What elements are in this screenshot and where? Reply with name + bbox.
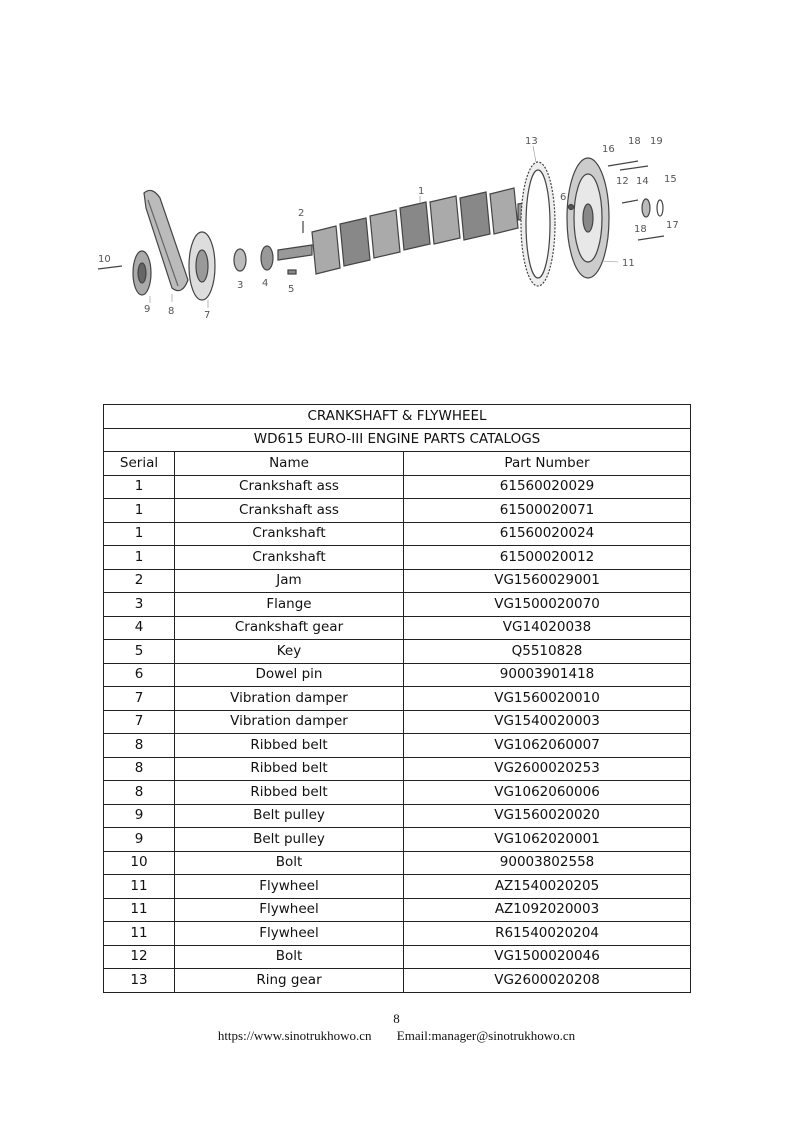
callout-2: 2 xyxy=(298,208,305,219)
footer-contact xyxy=(0,1028,793,1044)
table-row xyxy=(104,734,691,758)
cell-serial: 1 xyxy=(104,475,175,499)
cell-part-number: AZ1092020003 xyxy=(404,898,691,922)
table-row xyxy=(104,945,691,969)
cell-serial: 8 xyxy=(104,734,175,758)
cell-serial: 9 xyxy=(104,828,175,852)
cell-part-number: Q5510828 xyxy=(404,640,691,664)
cell-serial: 11 xyxy=(104,898,175,922)
exploded-parts-diagram xyxy=(90,128,700,328)
cell-part-number: 61500020012 xyxy=(404,546,691,570)
header-serial: Serial xyxy=(104,452,175,476)
callout-13: 13 xyxy=(525,136,538,147)
cell-name: Crankshaft gear xyxy=(175,616,404,640)
cell-serial: 2 xyxy=(104,569,175,593)
cell-name: Ribbed belt xyxy=(175,757,404,781)
cell-serial: 1 xyxy=(104,499,175,523)
cell-part-number: VG1500020046 xyxy=(404,945,691,969)
cell-name: Bolt xyxy=(175,945,404,969)
callout-10: 10 xyxy=(98,254,111,265)
cell-serial: 1 xyxy=(104,522,175,546)
cell-serial: 8 xyxy=(104,757,175,781)
cell-name: Vibration damper xyxy=(175,710,404,734)
cell-name: Belt pulley xyxy=(175,804,404,828)
table-row xyxy=(104,851,691,875)
callout-17: 17 xyxy=(666,220,679,231)
cell-serial: 4 xyxy=(104,616,175,640)
cell-serial: 8 xyxy=(104,781,175,805)
table-row xyxy=(104,546,691,570)
cell-part-number: VG1560020010 xyxy=(404,687,691,711)
table-row xyxy=(104,710,691,734)
bolt-10-shape xyxy=(98,266,122,269)
page-number: 8 xyxy=(393,1011,400,1026)
cell-name: Ribbed belt xyxy=(175,734,404,758)
cell-name: Ribbed belt xyxy=(175,781,404,805)
ring-15-shape xyxy=(657,200,663,216)
cell-serial: 10 xyxy=(104,851,175,875)
cell-part-number: VG2600020208 xyxy=(404,969,691,993)
cell-part-number: VG1540020003 xyxy=(404,710,691,734)
table-row xyxy=(104,569,691,593)
cell-part-number: 90003802558 xyxy=(404,851,691,875)
cell-name: Flywheel xyxy=(175,898,404,922)
key-shape xyxy=(288,270,296,274)
callout-15: 15 xyxy=(664,174,677,185)
parts-table-body xyxy=(104,475,691,992)
callout-1: 1 xyxy=(418,186,425,197)
cell-serial: 3 xyxy=(104,593,175,617)
cell-part-number: VG14020038 xyxy=(404,616,691,640)
table-row xyxy=(104,757,691,781)
callout-14: 14 xyxy=(636,176,649,187)
crankshaft-shape xyxy=(278,188,530,274)
table-row xyxy=(104,640,691,664)
cell-part-number: VG1062060006 xyxy=(404,781,691,805)
cell-part-number: VG1500020070 xyxy=(404,593,691,617)
seal-14-shape xyxy=(642,199,650,217)
table-subtitle-row xyxy=(104,428,691,452)
table-row xyxy=(104,593,691,617)
cell-name: Flywheel xyxy=(175,922,404,946)
cell-serial: 6 xyxy=(104,663,175,687)
cell-serial: 9 xyxy=(104,804,175,828)
cell-name: Crankshaft xyxy=(175,522,404,546)
bolt-16-shape xyxy=(608,161,638,166)
cell-name: Ring gear xyxy=(175,969,404,993)
callout-3: 3 xyxy=(237,280,244,291)
callout-16: 16 xyxy=(602,144,615,155)
header-name: Name xyxy=(175,452,404,476)
cell-part-number: VG1560020020 xyxy=(404,804,691,828)
cell-part-number: 61560020029 xyxy=(404,475,691,499)
table-title-row xyxy=(104,405,691,429)
cell-serial: 13 xyxy=(104,969,175,993)
cell-name: Crankshaft xyxy=(175,546,404,570)
callout-4: 4 xyxy=(262,278,269,289)
table-row xyxy=(104,922,691,946)
table-row xyxy=(104,804,691,828)
table-header-row xyxy=(104,452,691,476)
callout-5: 5 xyxy=(288,284,295,295)
cell-serial: 11 xyxy=(104,922,175,946)
table-row xyxy=(104,499,691,523)
cell-name: Jam xyxy=(175,569,404,593)
dowel-pin-shape xyxy=(569,205,574,210)
cell-name: Bolt xyxy=(175,851,404,875)
cell-name: Crankshaft ass xyxy=(175,475,404,499)
cell-name: Crankshaft ass xyxy=(175,499,404,523)
bolt-12-shape xyxy=(622,200,638,203)
cell-name: Belt pulley xyxy=(175,828,404,852)
parts-table xyxy=(103,404,691,993)
table-row xyxy=(104,875,691,899)
cell-part-number: AZ1540020205 xyxy=(404,875,691,899)
cell-part-number: R61540020204 xyxy=(404,922,691,946)
table-row xyxy=(104,522,691,546)
cell-name: Flywheel xyxy=(175,875,404,899)
cell-serial: 7 xyxy=(104,687,175,711)
cell-serial: 5 xyxy=(104,640,175,664)
cell-part-number: VG1062020001 xyxy=(404,828,691,852)
header-part-number: Part Number xyxy=(404,452,691,476)
footer-website-link[interactable]: https://www.sinotrukhowo.cn xyxy=(217,1028,372,1043)
callout-12: 12 xyxy=(616,176,629,187)
table-row xyxy=(104,781,691,805)
cell-part-number: 90003901418 xyxy=(404,663,691,687)
cell-name: Key xyxy=(175,640,404,664)
cell-serial: 11 xyxy=(104,875,175,899)
callout-9: 9 xyxy=(144,304,151,315)
table-row xyxy=(104,898,691,922)
callout-19: 19 xyxy=(650,136,663,147)
table-subtitle: WD615 EURO-III ENGINE PARTS CATALOGS xyxy=(104,428,691,452)
table-row xyxy=(104,616,691,640)
table-row xyxy=(104,828,691,852)
cell-serial: 7 xyxy=(104,710,175,734)
callout-18b: 18 xyxy=(634,224,647,235)
bolt-17-shape xyxy=(638,236,664,240)
bolt-19-shape xyxy=(620,166,648,170)
callout-11: 11 xyxy=(622,258,635,269)
cell-part-number: 61560020024 xyxy=(404,522,691,546)
table-row xyxy=(104,687,691,711)
crankshaft-flywheel-drawing xyxy=(90,128,700,328)
table-row xyxy=(104,475,691,499)
callout-8: 8 xyxy=(168,306,175,317)
cell-serial: 1 xyxy=(104,546,175,570)
cell-name: Flange xyxy=(175,593,404,617)
table-row xyxy=(104,969,691,993)
table-row xyxy=(104,663,691,687)
cell-serial: 12 xyxy=(104,945,175,969)
crankshaft-gear-shape xyxy=(261,246,273,270)
callout-7: 7 xyxy=(204,310,211,321)
cell-part-number: VG1062060007 xyxy=(404,734,691,758)
cell-part-number: 61500020071 xyxy=(404,499,691,523)
callout-6: 6 xyxy=(560,192,567,203)
cell-part-number: VG1560029001 xyxy=(404,569,691,593)
footer-email-link[interactable]: Email:manager@sinotrukhowo.cn xyxy=(396,1028,576,1043)
callout-18: 18 xyxy=(628,136,641,147)
cell-name: Vibration damper xyxy=(175,687,404,711)
table-title: CRANKSHAFT & FLYWHEEL xyxy=(104,405,691,429)
flange-shape xyxy=(234,249,246,271)
cell-part-number: VG2600020253 xyxy=(404,757,691,781)
cell-name: Dowel pin xyxy=(175,663,404,687)
